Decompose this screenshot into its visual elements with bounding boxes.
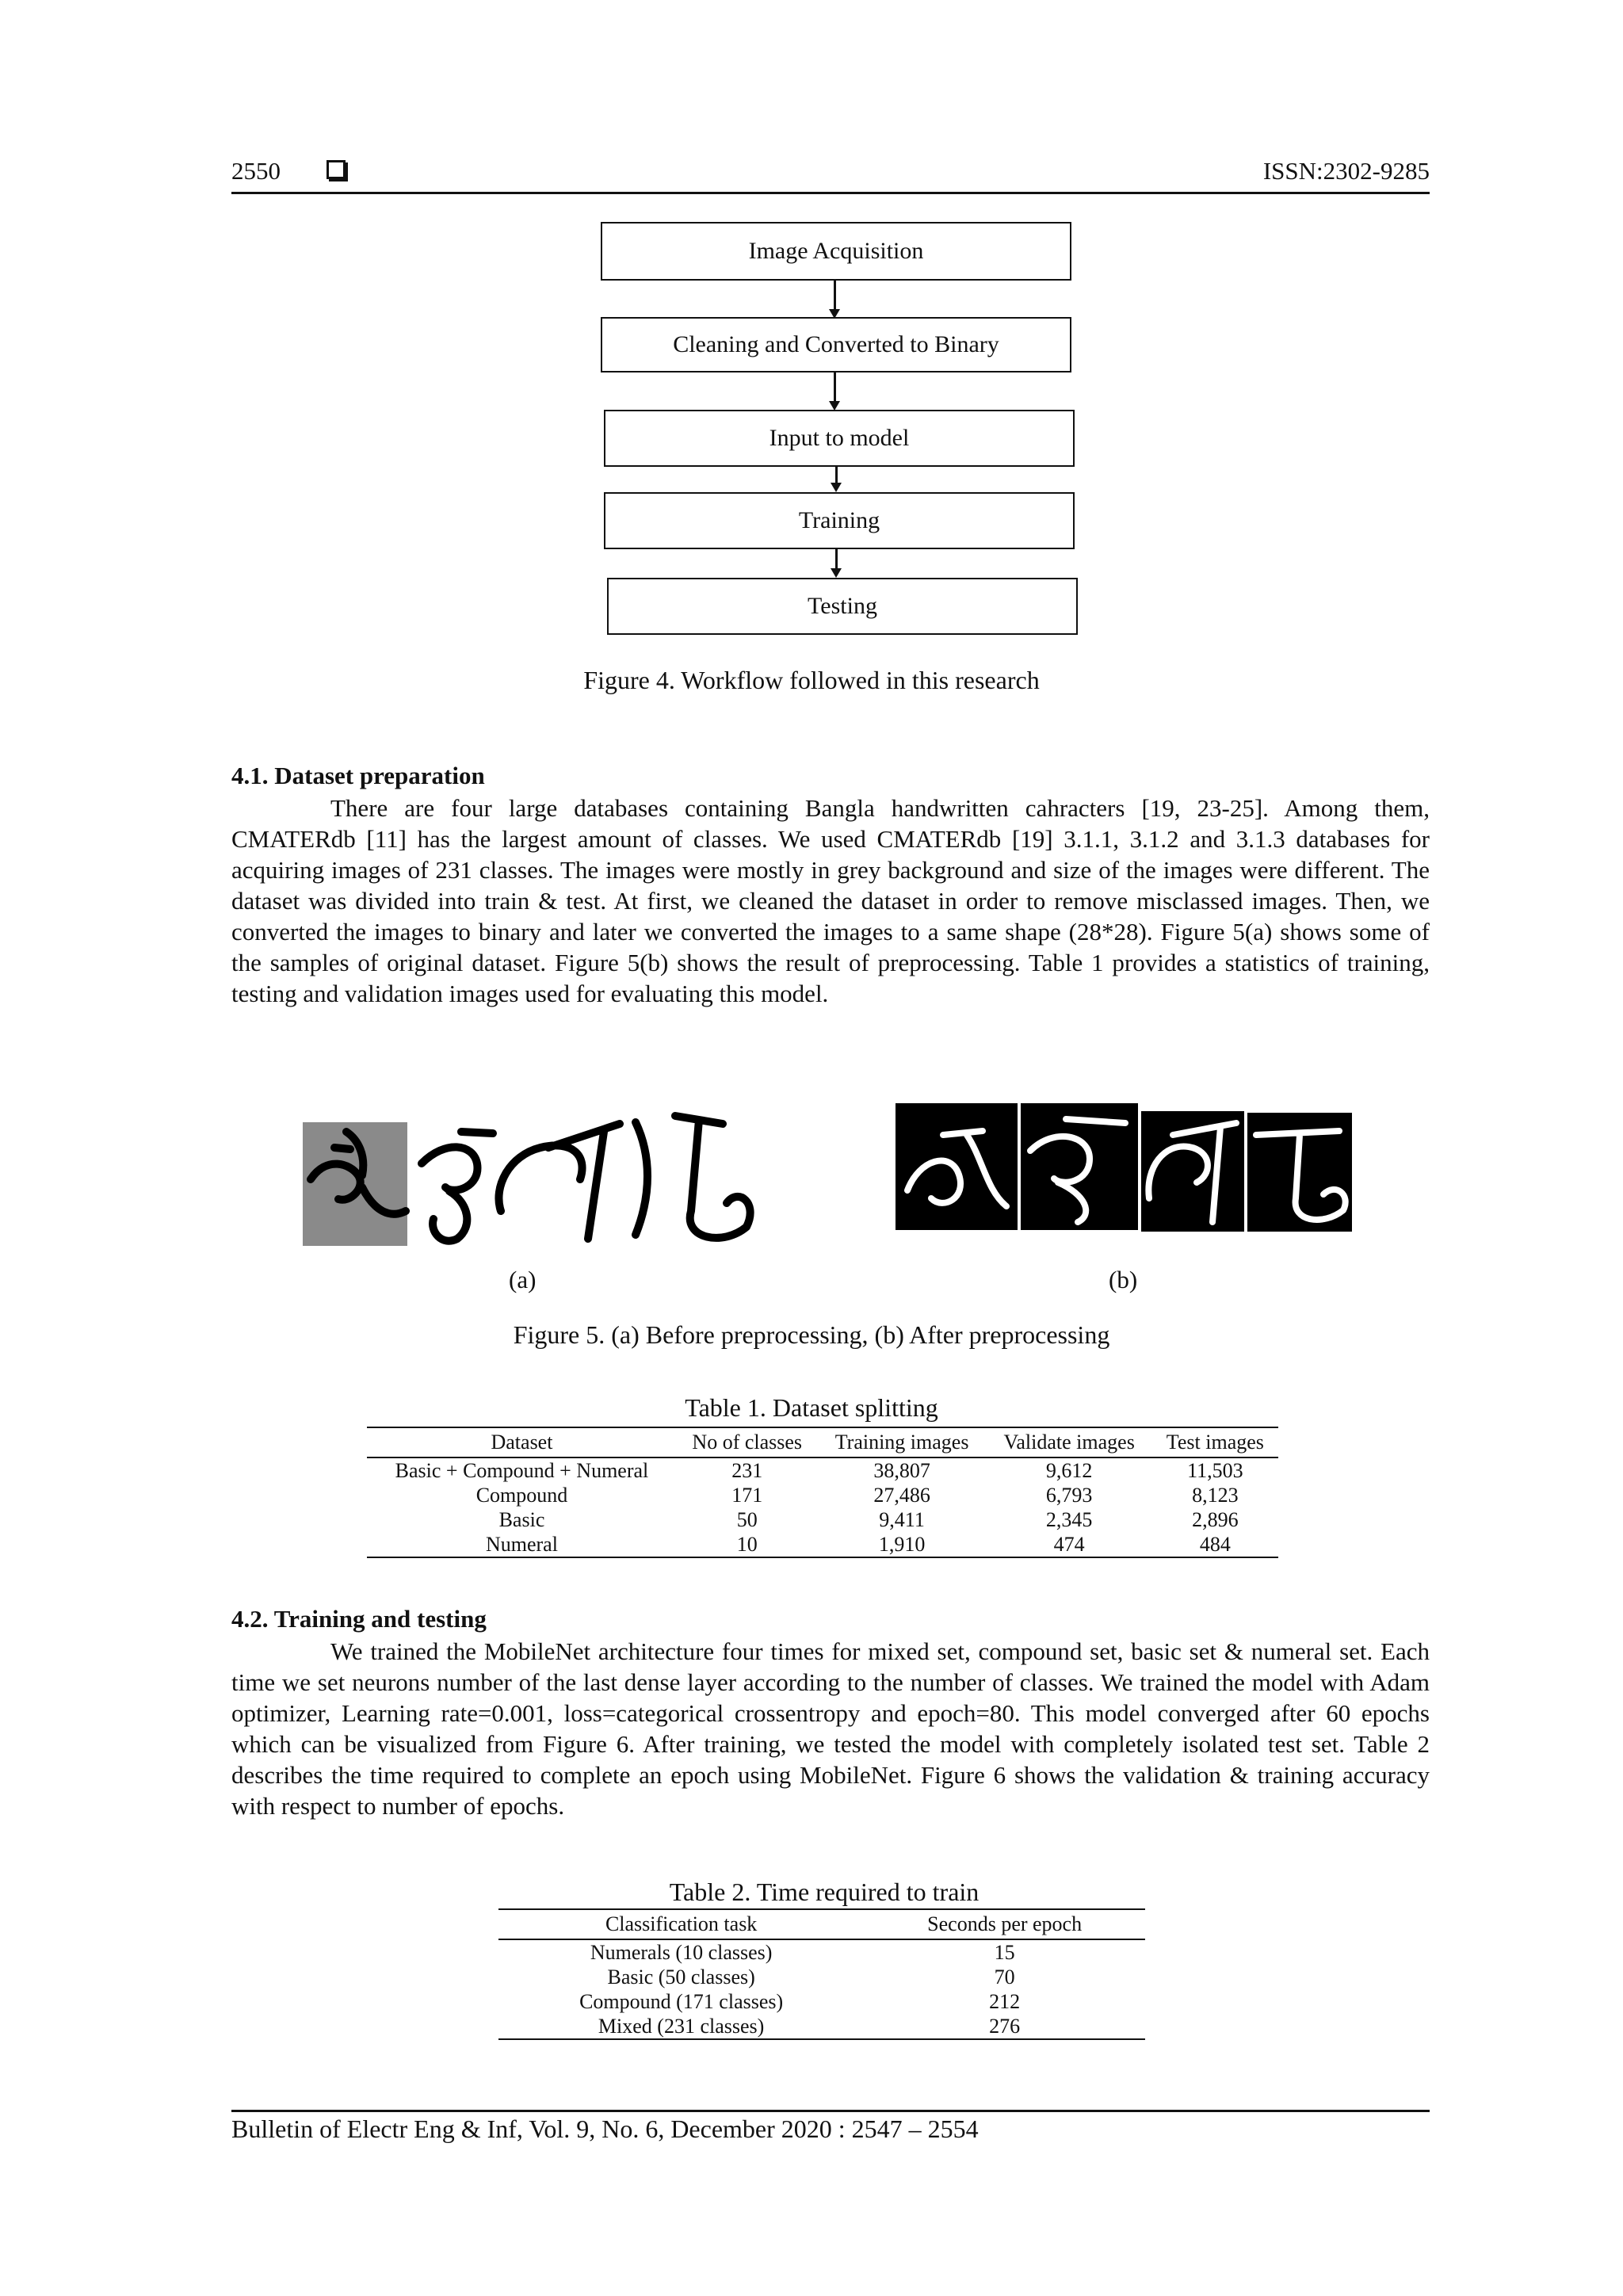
table1-header-row (367, 1427, 1278, 1457)
table-cell: 2,896 (1192, 1508, 1239, 1531)
flow-arrow (835, 467, 838, 483)
table1-col-dataset: Dataset (367, 1427, 677, 1457)
table-cell: 484 (1152, 1532, 1278, 1557)
table-cell: 231 (731, 1459, 763, 1482)
flow-step-training: Training (604, 492, 1075, 549)
table-cell: Compound (171 classes) (579, 1990, 784, 2013)
figure5b-samples (896, 1103, 1355, 1232)
table-cell: 474 (987, 1532, 1152, 1557)
section-41-heading: 4.1. Dataset preparation (231, 762, 485, 789)
table-cell: 9,411 (879, 1508, 925, 1531)
figure5-label-b: (b) (1109, 1266, 1138, 1293)
table-row (367, 1457, 1278, 1483)
table-row (498, 1965, 1145, 1989)
table-cell: 27,486 (873, 1484, 930, 1507)
page-number: 2550 (231, 157, 281, 185)
table-row (367, 1483, 1278, 1507)
flow-step-input: Input to model (604, 410, 1075, 467)
table1-caption: Table 1. Dataset splitting (685, 1393, 938, 1422)
section-42-paragraph: We trained the MobileNet architecture four times for mixed set, compound set, basic set & numeral set. Each time we set neurons number of the last dense layer according to the number of classes. We trained the model with Adam optimizer, Learning rate=0.001, loss=categorical crossentropy and epoch=80. This model converged after 60 epochs which can be visualized from Figure 6. After training, we tested the model with completely isolated test set. Table 2 describes the time required to complete an epoch using MobileNet. Figure 6 shows the validation & training accuracy with respect to number of epochs. (231, 1637, 1430, 1820)
table2-caption: Table 2. Time required to train (669, 1878, 980, 1906)
table2-header-row (498, 1909, 1145, 1939)
table-cell: 212 (989, 1990, 1021, 2013)
glyph-4 (675, 1116, 750, 1238)
table-cell: 70 (994, 1966, 1015, 1988)
table-cell: Basic + Compound + Numeral (395, 1459, 649, 1482)
table1-col-test: Test images (1152, 1427, 1278, 1457)
table2 (498, 1908, 1145, 2040)
glyph-2 (422, 1132, 493, 1241)
issn: ISSN:2302-9285 (1262, 157, 1430, 185)
arrow-head-icon (831, 483, 842, 492)
header-box-icon (327, 160, 346, 179)
table-cell: 8,123 (1192, 1484, 1239, 1507)
table-cell: 2,345 (1045, 1508, 1093, 1531)
footer-citation: Bulletin of Electr Eng & Inf, Vol. 9, No. 6, December 2020 : 2547 – 2554 (231, 2115, 979, 2143)
table1 (367, 1427, 1278, 1558)
table-row (367, 1507, 1278, 1532)
table-row (498, 1939, 1145, 1965)
table-cell: 6,793 (1045, 1484, 1093, 1507)
table1-col-training: Training images (818, 1427, 987, 1457)
figure5-label-a: (a) (509, 1266, 537, 1293)
table1-col-validate: Validate images (987, 1427, 1152, 1457)
flow-step-testing: Testing (607, 578, 1078, 635)
table-cell: Basic (498, 1508, 545, 1531)
table-cell: 9,612 (1045, 1459, 1093, 1482)
section-42-heading: 4.2. Training and testing (231, 1605, 487, 1633)
table-row (498, 1989, 1145, 2014)
table-cell: 276 (864, 2014, 1145, 2039)
footer-rule (231, 2110, 1430, 2112)
flow-step-image-acquisition: Image Acquisition (601, 222, 1071, 281)
table-cell: 171 (731, 1484, 763, 1507)
table-cell: Basic (50 classes) (607, 1966, 755, 1988)
table-cell: 50 (736, 1508, 758, 1531)
table-cell: 15 (994, 1941, 1015, 1964)
flow-arrow (834, 281, 836, 309)
table2-col-seconds: Seconds per epoch (864, 1909, 1145, 1939)
flow-arrow (834, 372, 836, 401)
flow-step-cleaning: Cleaning and Converted to Binary (601, 317, 1071, 372)
flow-arrow (835, 549, 838, 568)
arrow-head-icon (831, 568, 842, 578)
table-cell: Numeral (367, 1532, 677, 1557)
table-cell: 38,807 (873, 1459, 930, 1482)
table-cell: Mixed (231 classes) (498, 2014, 864, 2039)
table1-col-classes: No of classes (677, 1427, 818, 1457)
section-41-paragraph: There are four large databases containing Bangla handwritten cahracters [19, 23-25]. Among them, CMATERdb [11] has the largest amount of classes. We used CMATERdb [19] 3.1.1, 3.1.2 and 3.1.3 databases for acquiring images of 231 classes. The images were mostly in grey background and size of the images were different. The dataset was divided into train & test. At first, we cleaned the dataset in order to remove misclassed images. Then, we converted the images to binary and later we converted the images to a same shape (28*28). Figure 5(a) shows some of the samples of original dataset. Figure 5(b) shows the result of preprocessing. Table 1 provides a statistics of training, testing and validation images used for evaluating this model. (231, 794, 1430, 1007)
table-cell: Compound (475, 1484, 568, 1507)
table-row (367, 1532, 1278, 1557)
figure4-caption: Figure 4. Workflow followed in this research (583, 666, 1040, 694)
glyph-3 (498, 1122, 647, 1239)
header-rule (231, 192, 1430, 194)
table-cell: Numerals (10 classes) (590, 1941, 773, 1964)
table-cell: 1,910 (818, 1532, 987, 1557)
table-cell: 11,503 (1187, 1459, 1243, 1482)
table-cell: 10 (677, 1532, 818, 1557)
table-row (498, 2014, 1145, 2039)
figure5-caption: Figure 5. (a) Before preprocessing, (b) After preprocessing (513, 1320, 1110, 1349)
table2-col-task: Classification task (498, 1909, 864, 1939)
figure5a-samples (303, 1100, 759, 1251)
